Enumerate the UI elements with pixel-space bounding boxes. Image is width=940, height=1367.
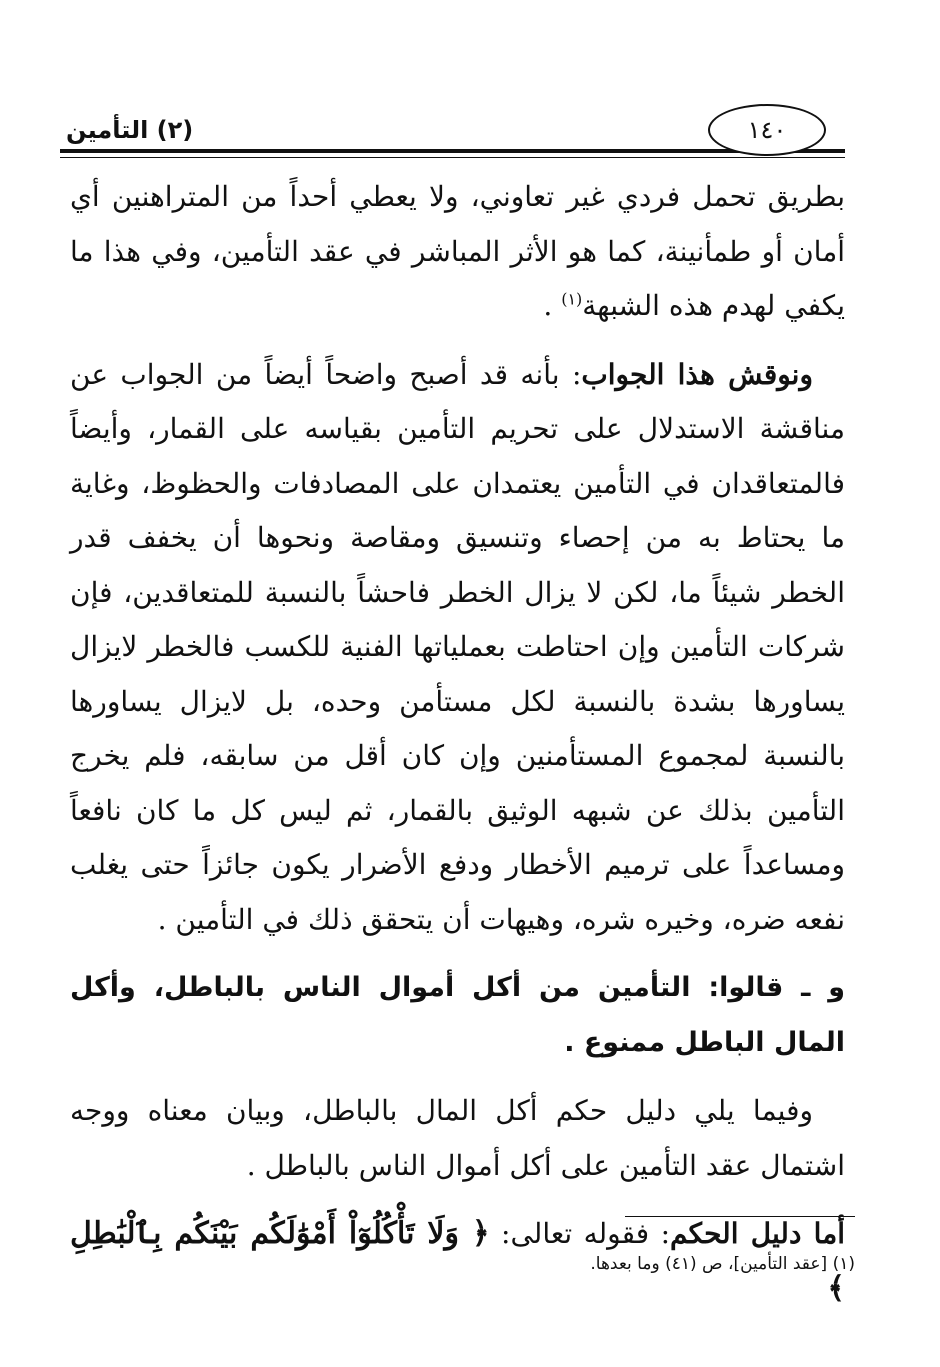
paragraph-5-text: : فقوله تعالى: (489, 1217, 670, 1250)
paragraph-1-end: . (543, 289, 562, 322)
paragraph-1 (70, 170, 845, 334)
page-header (60, 102, 845, 164)
paragraph-5-lead: أما دليل الحكم (670, 1217, 845, 1250)
paragraph-2-lead: ونوقش هذا الجواب (581, 357, 813, 391)
quran-verse: ﴿ وَلَا تَأْكُلُوٓاْ أَمْوَٰلَكُم بَيْنَكُم بِٱلْبَٰطِلِ ﴾ (70, 1216, 845, 1306)
page-body (70, 170, 845, 1316)
footnote-ref-1: (١) (561, 289, 583, 309)
header-rule-thin (60, 157, 845, 158)
running-title: (٢) التأمين (66, 116, 194, 144)
paragraph-3-heading: و ـ قالوا: التأمين من أكل أموال الناس بالباطل، وأكل المال الباطل ممنوع . (70, 972, 845, 1058)
page-number: ١٤٠ (708, 104, 826, 156)
paragraph-1-text: بطريق تحمل فردي غير تعاوني، ولا يعطي أحداً من المتراهنين أي أمان أو طمأنينة، كما هو الأثر المباشر في عقد التأمين، وفي هذا ما يكفي لهدم هذه الشبهة (70, 180, 845, 322)
paragraph-2-text: : بأنه قد أصبح واضحاً أيضاً من الجواب عن مناقشة الاستدلال على تحريم التأمين بقياسه على القمار، وأيضاً فالمتعاقدان في التأمين يعتمدان على المصادفات والحظوظ، وغاية ما يحتاط به من إحصاء وتنسيق ومقاصة ونحوها أن يخفف قدر الخطر شيئاً ما، لكن لا يزال الخطر فاحشاً بالنسبة للمتعاقدين، فإن شركات التأمين وإن احتاطت بعملياتها الفنية للكسب فالخطر لايزال يساورها بشدة بالنسبة لكل مستأمن وحده، بل لايزال يساورها بالنسبة لمجموع المستأمنين وإن كان أقل من سابقه، فلم يخرج التأمين بذلك عن شبهه الوثيق بالقمار، ثم ليس كل ما كان نافعاً ومساعداً على ترميم الأخطار ودفع الأضرار يكون جائزاً حتى يغلب نفعه ضره، وخيره شره، وهيهات أن يتحقق ذلك في التأمين . (70, 357, 845, 936)
footnote: (١) [عقد التأمين]، ص (٤١) وما بعدها. (590, 1254, 855, 1274)
paragraph-4: وفيما يلي دليل حكم أكل المال بالباطل، وبيان معناه ووجه اشتمال عقد التأمين على أكل أموال الناس بالباطل . (70, 1094, 845, 1182)
paragraph-2 (70, 348, 845, 948)
footnote-divider (625, 1216, 855, 1217)
